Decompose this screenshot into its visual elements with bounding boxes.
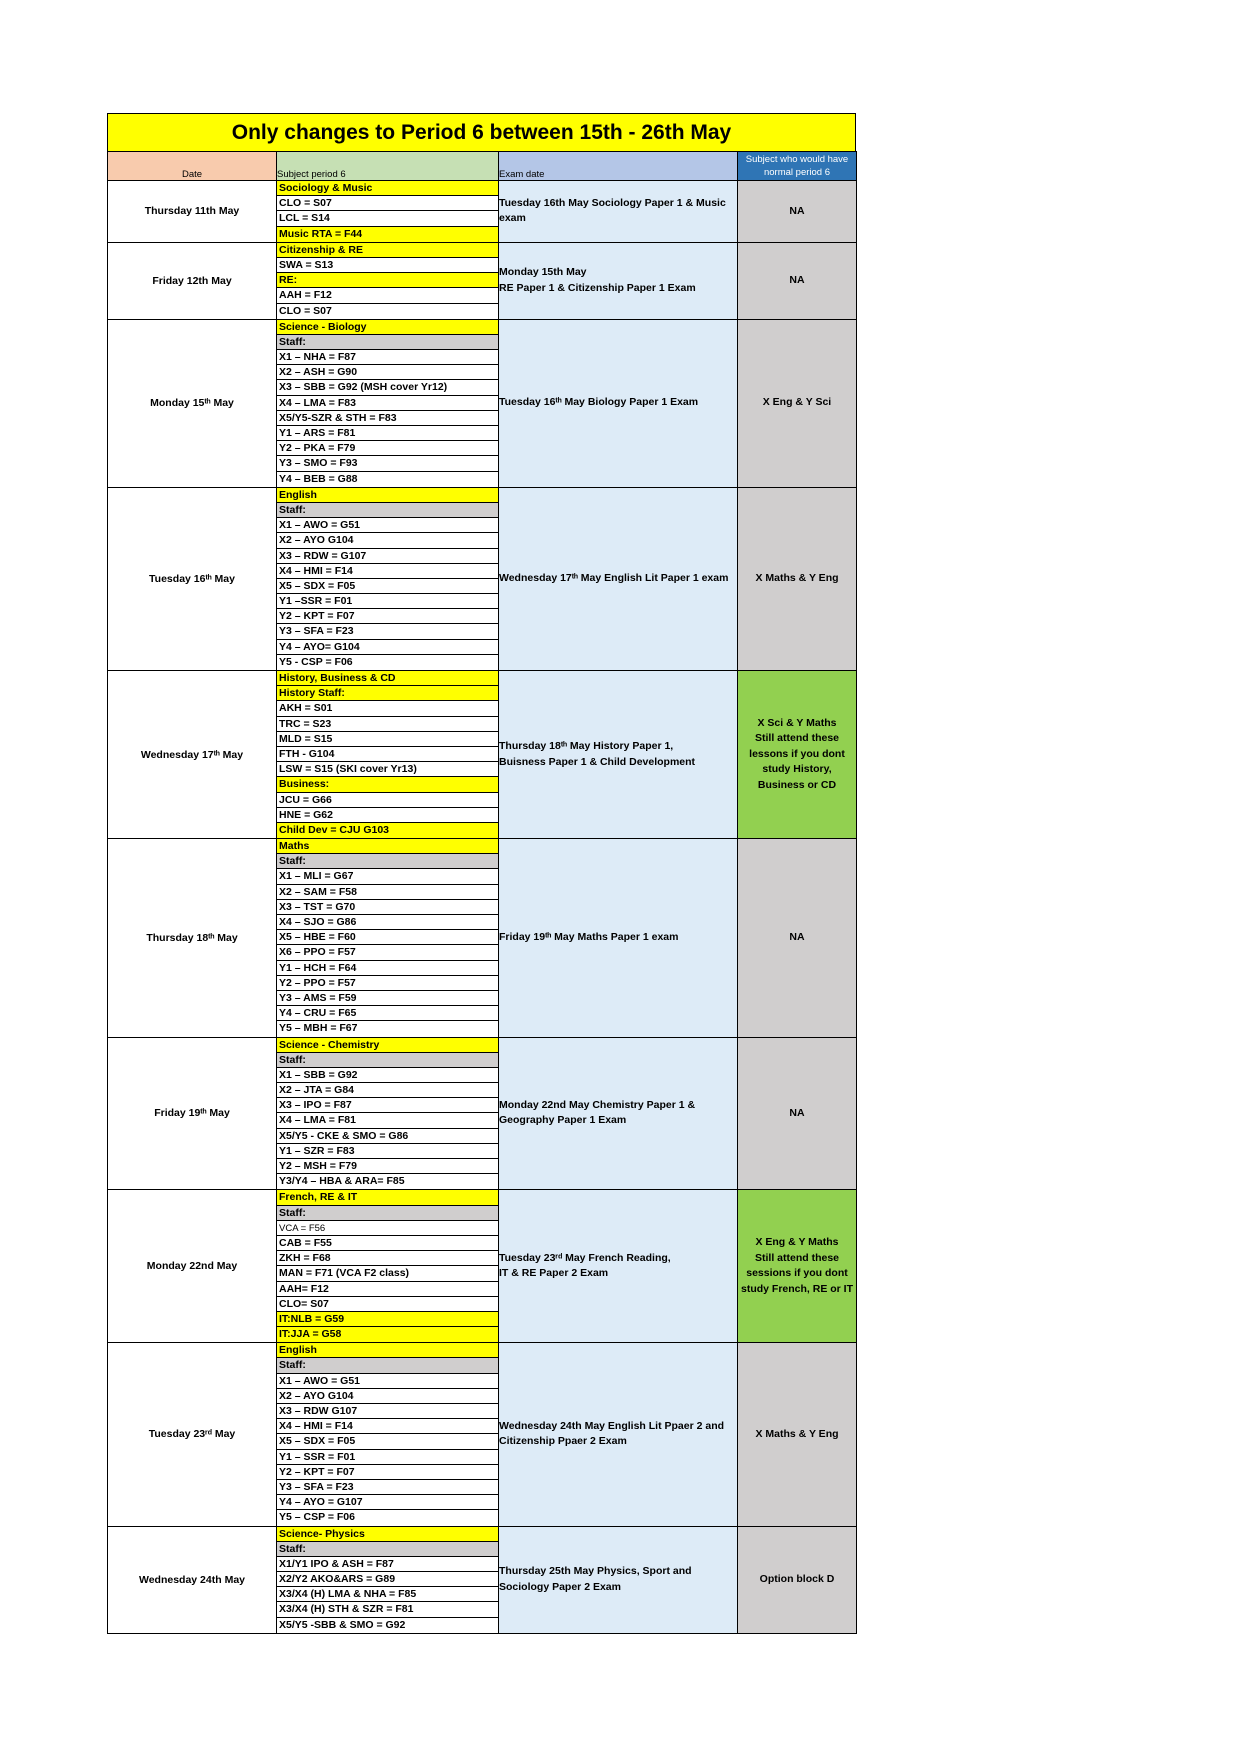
subject-line: Y5 - CSP = F06 — [277, 655, 498, 670]
subject-line: X4 – HMI = F14 — [277, 564, 498, 579]
subject-line: Y4 – AYO = G107 — [277, 1495, 498, 1510]
subject-line: X2 – AYO G104 — [277, 533, 498, 548]
row-subjects — [277, 839, 499, 1037]
subject-line: LSW = S15 (SKI cover Yr13) — [277, 762, 498, 777]
row-date: Monday 15ᵗʰ May — [108, 319, 277, 487]
subject-line: MLD = S15 — [277, 732, 498, 747]
row-normal-period: X Eng & Y Sci — [738, 319, 857, 487]
row-exam-date: Friday 19ᵗʰ May Maths Paper 1 exam — [499, 839, 738, 1037]
subject-line: Staff: — [277, 503, 498, 518]
subject-line: X4 – LMA = F83 — [277, 396, 498, 411]
subject-line: FTH - G104 — [277, 747, 498, 762]
table-row — [108, 242, 857, 319]
subject-line: Y1 – ARS = F81 — [277, 426, 498, 441]
row-exam-date: Tuesday 23ʳᵈ May French Reading, IT & RE Paper 2 Exam — [499, 1190, 738, 1343]
subject-line: LCL = S14 — [277, 211, 498, 226]
subject-line: Y3 – SFA = F23 — [277, 624, 498, 639]
table-row — [108, 487, 857, 670]
row-subjects — [277, 1343, 499, 1526]
row-exam-date: Tuesday 16th May Sociology Paper 1 & Music exam — [499, 181, 738, 243]
subject-line: Y1 – SSR = F01 — [277, 1450, 498, 1465]
subject-line: X3/X4 (H) STH & SZR = F81 — [277, 1602, 498, 1617]
subject-line: X3 – RDW = G107 — [277, 549, 498, 564]
row-subjects — [277, 319, 499, 487]
subject-line: MAN = F71 (VCA F2 class) — [277, 1266, 498, 1281]
table-row — [108, 1343, 857, 1526]
period6-table — [107, 151, 857, 1634]
subject-line: X2/Y2 AKO&ARS = G89 — [277, 1572, 498, 1587]
subject-line: Y1 – SZR = F83 — [277, 1144, 498, 1159]
row-date: Wednesday 24th May — [108, 1526, 277, 1633]
row-subjects — [277, 1190, 499, 1343]
table-row — [108, 1190, 857, 1343]
row-exam-date: Monday 22nd May Chemistry Paper 1 & Geography Paper 1 Exam — [499, 1037, 738, 1190]
header-row — [108, 152, 857, 181]
subject-line: CLO = S07 — [277, 304, 498, 319]
subject-line: Y3 – SMO = F93 — [277, 456, 498, 471]
row-subjects — [277, 1526, 499, 1633]
row-normal-period: X Eng & Y Maths Still attend these sessions if you dont study French, RE or IT — [738, 1190, 857, 1343]
subject-line: X5/Y5 - CKE & SMO = G86 — [277, 1129, 498, 1144]
subject-line: HNE = G62 — [277, 808, 498, 823]
subject-line: Y2 – KPT = F07 — [277, 609, 498, 624]
row-exam-date: Wednesday 17ᵗʰ May English Lit Paper 1 exam — [499, 487, 738, 670]
subject-line: X1 – MLI = G67 — [277, 869, 498, 884]
table-row — [108, 1037, 857, 1190]
subject-line: X5/Y5-SZR & STH = F83 — [277, 411, 498, 426]
subject-line: X1/Y1 IPO & ASH = F87 — [277, 1557, 498, 1572]
subject-line: Science - Chemistry — [277, 1038, 498, 1053]
subject-line: Y4 – CRU = F65 — [277, 1006, 498, 1021]
row-date: Friday 19ᵗʰ May — [108, 1037, 277, 1190]
subject-line: Y4 – AYO= G104 — [277, 640, 498, 655]
header-subject: Subject period 6 — [277, 152, 499, 181]
subject-line: IT:JJA = G58 — [277, 1327, 498, 1342]
subject-line: Music RTA = F44 — [277, 227, 498, 242]
subject-line: CAB = F55 — [277, 1236, 498, 1251]
subject-line: X2 – AYO G104 — [277, 1389, 498, 1404]
row-date: Friday 12th May — [108, 242, 277, 319]
subject-line: Staff: — [277, 1542, 498, 1557]
row-date: Wednesday 17ᵗʰ May — [108, 671, 277, 839]
header-normal-period: Subject who would have normal period 6 — [738, 152, 857, 181]
row-subjects — [277, 242, 499, 319]
subject-line: X3 – TST = G70 — [277, 900, 498, 915]
header-date: Date — [108, 152, 277, 181]
row-normal-period: NA — [738, 181, 857, 243]
table-row — [108, 839, 857, 1037]
row-date: Tuesday 16ᵗʰ May — [108, 487, 277, 670]
row-exam-date: Tuesday 16ᵗʰ May Biology Paper 1 Exam — [499, 319, 738, 487]
row-normal-period: Option block D — [738, 1526, 857, 1633]
subject-line: SWA = S13 — [277, 258, 498, 273]
subject-line: X1 – NHA = F87 — [277, 350, 498, 365]
subject-line: CLO= S07 — [277, 1297, 498, 1312]
subject-line: RE: — [277, 273, 498, 288]
subject-line: Y3 – AMS = F59 — [277, 991, 498, 1006]
subject-line: X2 – SAM = F58 — [277, 885, 498, 900]
subject-line: Y2 – KPT = F07 — [277, 1465, 498, 1480]
subject-line: TRC = S23 — [277, 717, 498, 732]
subject-line: X2 – ASH = G90 — [277, 365, 498, 380]
subject-line: Y1 –SSR = F01 — [277, 594, 498, 609]
subject-line: Staff: — [277, 1358, 498, 1373]
subject-line: AAH = F12 — [277, 288, 498, 303]
subject-line: French, RE & IT — [277, 1190, 498, 1205]
table-row — [108, 181, 857, 243]
row-date: Tuesday 23ʳᵈ May — [108, 1343, 277, 1526]
subject-line: Sociology & Music — [277, 181, 498, 196]
subject-line: Maths — [277, 839, 498, 854]
subject-line: Staff: — [277, 335, 498, 350]
row-normal-period: NA — [738, 242, 857, 319]
subject-line: X1 – SBB = G92 — [277, 1068, 498, 1083]
subject-line: AKH = S01 — [277, 701, 498, 716]
subject-line: English — [277, 1343, 498, 1358]
subject-line: Y4 – BEB = G88 — [277, 472, 498, 487]
subject-line: IT:NLB = G59 — [277, 1312, 498, 1327]
subject-line: X1 – AWO = G51 — [277, 518, 498, 533]
subject-line: X2 – JTA = G84 — [277, 1083, 498, 1098]
subject-line: JCU = G66 — [277, 793, 498, 808]
subject-line: Y2 – PPO = F57 — [277, 976, 498, 991]
row-date: Thursday 11th May — [108, 181, 277, 243]
subject-line: Y5 – MBH = F67 — [277, 1021, 498, 1036]
row-subjects — [277, 181, 499, 243]
subject-line: Science - Biology — [277, 320, 498, 335]
row-subjects — [277, 671, 499, 839]
subject-line: X4 – HMI = F14 — [277, 1419, 498, 1434]
subject-line: ZKH = F68 — [277, 1251, 498, 1266]
subject-line: Business: — [277, 777, 498, 792]
subject-line: X1 – AWO = G51 — [277, 1374, 498, 1389]
subject-line: Y2 – PKA = F79 — [277, 441, 498, 456]
subject-line: VCA = F56 — [277, 1221, 498, 1236]
row-date: Monday 22nd May — [108, 1190, 277, 1343]
subject-line: X3/X4 (H) LMA & NHA = F85 — [277, 1587, 498, 1602]
subject-line: Citizenship & RE — [277, 243, 498, 258]
row-normal-period: X Maths & Y Eng — [738, 487, 857, 670]
subject-line: English — [277, 488, 498, 503]
subject-line: Y3 – SFA = F23 — [277, 1480, 498, 1495]
row-exam-date: Thursday 25th May Physics, Sport and Sociology Paper 2 Exam — [499, 1526, 738, 1633]
subject-line: Staff: — [277, 1206, 498, 1221]
row-exam-date: Thursday 18ᵗʰ May History Paper 1, Buisness Paper 1 & Child Development — [499, 671, 738, 839]
header-exam-date: Exam date — [499, 152, 738, 181]
subject-line: AAH= F12 — [277, 1282, 498, 1297]
timetable-sheet — [107, 113, 856, 1634]
subject-line: Science- Physics — [277, 1527, 498, 1542]
subject-line: History, Business & CD — [277, 671, 498, 686]
subject-line: Child Dev = CJU G103 — [277, 823, 498, 838]
subject-line: Y3/Y4 – HBA & ARA= F85 — [277, 1174, 498, 1189]
subject-line: Y1 – HCH = F64 — [277, 961, 498, 976]
row-normal-period: X Sci & Y Maths Still attend these lessons if you dont study History, Business or CD — [738, 671, 857, 839]
row-exam-date: Monday 15th May RE Paper 1 & Citizenship Paper 1 Exam — [499, 242, 738, 319]
table-row — [108, 319, 857, 487]
subject-line: X5 – HBE = F60 — [277, 930, 498, 945]
subject-line: X5 – SDX = F05 — [277, 579, 498, 594]
subject-line: Y2 – MSH = F79 — [277, 1159, 498, 1174]
subject-line: X6 – PPO = F57 — [277, 945, 498, 960]
subject-line: X4 – SJO = G86 — [277, 915, 498, 930]
subject-line: X5 – SDX = F05 — [277, 1434, 498, 1449]
subject-line: Y5 – CSP = F06 — [277, 1510, 498, 1525]
row-subjects — [277, 1037, 499, 1190]
subject-line: Staff: — [277, 1053, 498, 1068]
subject-line: CLO = S07 — [277, 196, 498, 211]
row-normal-period: NA — [738, 839, 857, 1037]
subject-line: History Staff: — [277, 686, 498, 701]
subject-line: Staff: — [277, 854, 498, 869]
table-row — [108, 1526, 857, 1633]
subject-line: X3 – RDW G107 — [277, 1404, 498, 1419]
row-date: Thursday 18ᵗʰ May — [108, 839, 277, 1037]
subject-line: X4 – LMA = F81 — [277, 1113, 498, 1128]
row-normal-period: NA — [738, 1037, 857, 1190]
row-subjects — [277, 487, 499, 670]
row-normal-period: X Maths & Y Eng — [738, 1343, 857, 1526]
table-row — [108, 671, 857, 839]
row-exam-date: Wednesday 24th May English Lit Ppaer 2 and Citizenship Ppaer 2 Exam — [499, 1343, 738, 1526]
page-title: Only changes to Period 6 between 15th - 26th May — [107, 113, 856, 151]
subject-line: X3 – SBB = G92 (MSH cover Yr12) — [277, 380, 498, 395]
subject-line: X5/Y5 -SBB & SMO = G92 — [277, 1618, 498, 1633]
subject-line: X3 – IPO = F87 — [277, 1098, 498, 1113]
